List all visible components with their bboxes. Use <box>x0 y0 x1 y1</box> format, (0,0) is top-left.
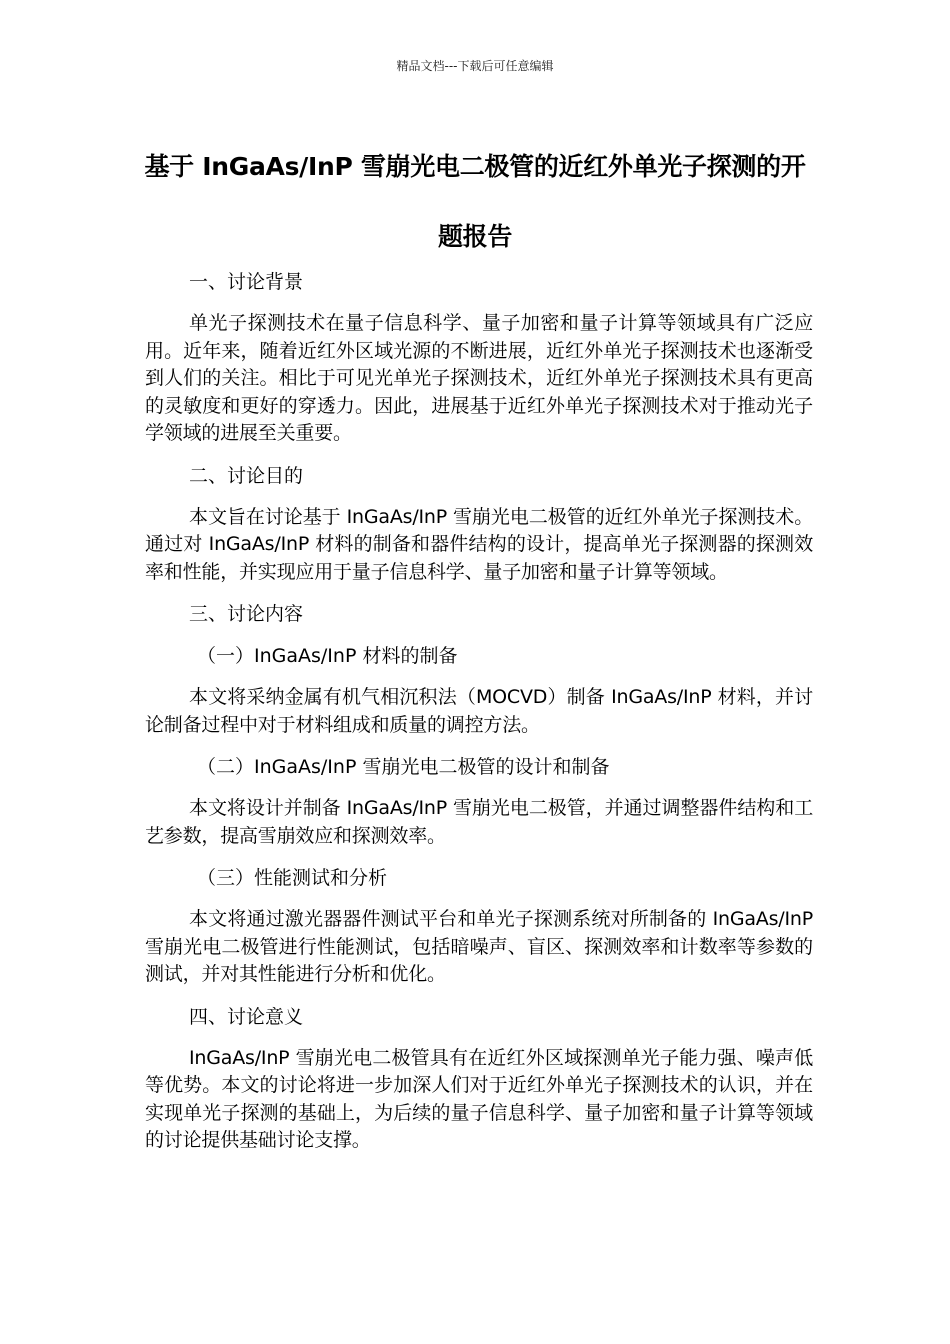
section-paragraph-purpose: 本文旨在讨论基于 InGaAs/InP 雪崩光电二极管的近红外单光子探测技术。通过对 InGaAs/InP 材料的制备和器件结构的设计，提高单光子探测器的探测效率和性能，并实现应用于量子信息科学、量子加密和量子计算等领域。 <box>145 505 813 583</box>
subsection-heading-device: （二）InGaAs/InP 雪崩光电二极管的设计和制备 <box>197 756 610 778</box>
section-heading-purpose: 二、讨论目的 <box>189 464 304 487</box>
subsection-paragraph-material: 本文将采纳金属有机气相沉积法（MOCVD）制备 InGaAs/InP 材料，并讨论制备过程中对于材料组成和质量的调控方法。 <box>145 686 813 736</box>
subsection-heading-material: （一）InGaAs/InP 材料的制备 <box>197 645 458 667</box>
section-heading-content: 三、讨论内容 <box>189 603 304 625</box>
section-paragraph-significance: InGaAs/InP 雪崩光电二极管具有在近红外区域探测单光子能力强、噪声低等优势。本文的讨论将进一步加深人们对于近红外单光子探测技术的认识，并在实现单光子探测的基础上，为后续的量子信息科学、量子加密和量子计算等领域的讨论提供基础讨论支撑。 <box>145 1046 813 1151</box>
subsection-paragraph-device: 本文将设计并制备 InGaAs/InP 雪崩光电二极管，并通过调整器件结构和工艺参数，提高雪崩效应和探测效率。 <box>145 797 813 847</box>
section-paragraph-background: 单光子探测技术在量子信息科学、量子加密和量子计算等领域具有广泛应用。近年来，随着近红外区域光源的不断进展，近红外单光子探测技术也逐渐受到人们的关注。相比于可见光单光子探测技术，近红外单光子探测技术具有更高的灵敏度和更好的穿透力。因此，进展基于近红外单光子探测技术对于推动光子学领域的进展至关重要。 <box>145 312 813 444</box>
header-note: 精品文档---下载后可任意编辑 <box>396 59 554 73</box>
subsection-heading-testing: （三）性能测试和分析 <box>197 867 388 889</box>
subsection-paragraph-testing: 本文将通过激光器器件测试平台和单光子探测系统对所制备的 InGaAs/InP 雪崩光电二极管进行性能测试，包括暗噪声、盲区、探测效率和计数率等参数的测试，并对其性能进行分析和优化。 <box>145 908 813 985</box>
section-heading-significance: 四、讨论意义 <box>189 1005 304 1028</box>
document-title: 基于 InGaAs/InP 雪崩光电二极管的近红外单光子探测的开题报告 <box>144 152 806 251</box>
section-heading-background: 一、讨论背景 <box>189 271 304 293</box>
document-body <box>145 268 813 1169</box>
